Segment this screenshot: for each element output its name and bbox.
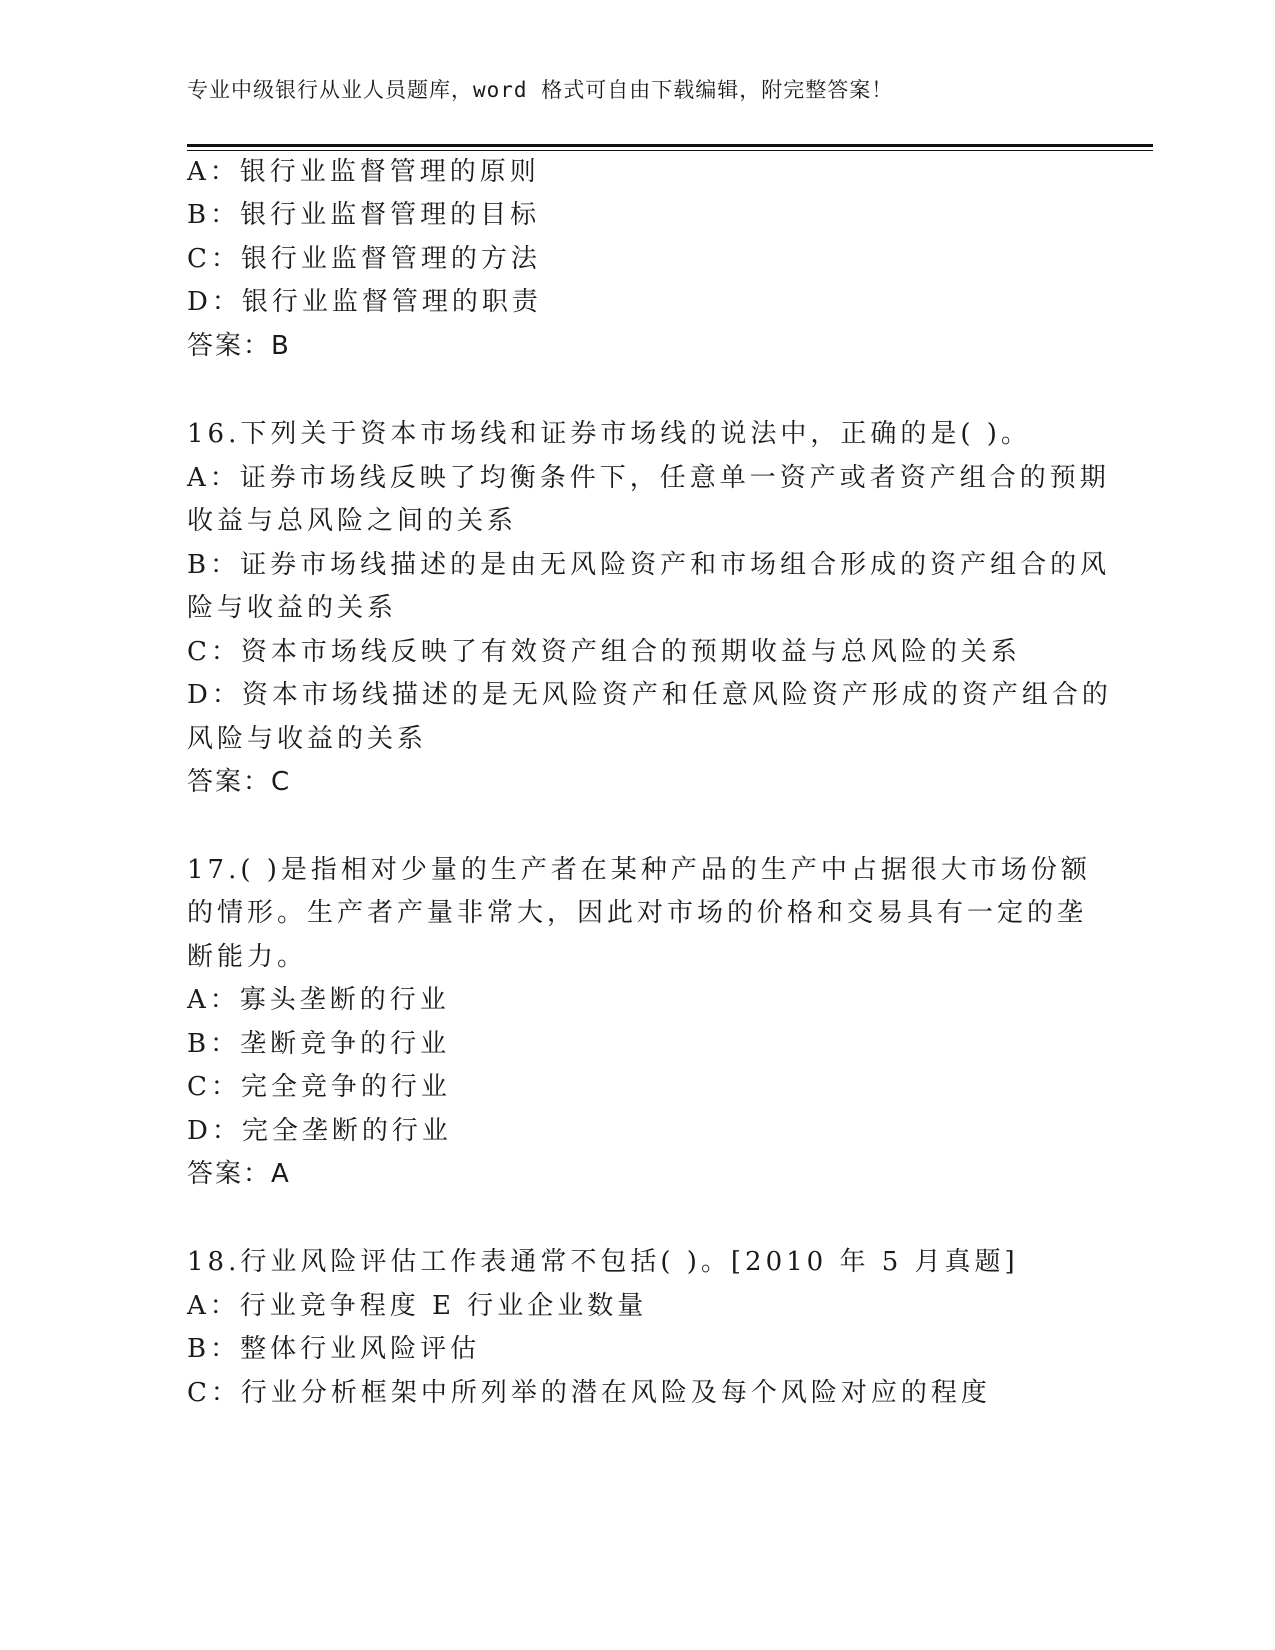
q15-option-b: B：银行业监督管理的目标 — [187, 200, 541, 230]
q17-option-c: C：完全竞争的行业 — [187, 1072, 451, 1102]
q16-option-d-line1: D：资本市场线描述的是无风险资产和任意风险资产形成的资产组合的 — [187, 680, 1112, 710]
q16-option-b-line1: B：证券市场线描述的是由无风险资产和市场组合形成的资产组合的风 — [187, 550, 1111, 580]
q17-answer: 答案：A — [187, 1159, 291, 1189]
header-rule-thick — [187, 144, 1153, 147]
q16-answer: 答案：C — [187, 767, 292, 797]
q15-answer: 答案：B — [187, 331, 291, 361]
q16-option-b-line2: 险与收益的关系 — [187, 593, 398, 623]
q16-option-a-line1: A：证券市场线反映了均衡条件下，任意单一资产或者资产组合的预期 — [187, 463, 1110, 493]
q18-option-b: B：整体行业风险评估 — [187, 1334, 481, 1364]
q16-option-a-line2: 收益与总风险之间的关系 — [187, 506, 518, 536]
q17-stem-line3: 断能力。 — [187, 942, 308, 972]
q18-option-c: C：行业分析框架中所列举的潜在风险及每个风险对应的程度 — [187, 1378, 991, 1408]
q16-option-c: C：资本市场线反映了有效资产组合的预期收益与总风险的关系 — [187, 637, 1021, 667]
header-rule-thin — [187, 150, 1153, 151]
q16-option-d-line2: 风险与收益的关系 — [187, 724, 428, 754]
q15-option-a: A：银行业监督管理的原则 — [187, 157, 540, 187]
q17-stem-line2: 的情形。生产者产量非常大，因此对市场的价格和交易具有一定的垄 — [187, 898, 1088, 928]
q17-option-d: D：完全垄断的行业 — [187, 1116, 452, 1146]
page-header: 专业中级银行从业人员题库，word 格式可自由下载编辑，附完整答案！ — [187, 78, 894, 102]
q15-option-c: C：银行业监督管理的方法 — [187, 244, 541, 274]
q16-stem: 16.下列关于资本市场线和证券市场线的说法中，正确的是( )。 — [187, 419, 1031, 449]
q17-option-b: B：垄断竞争的行业 — [187, 1029, 451, 1059]
q18-option-a: A：行业竞争程度 E 行业企业数量 — [187, 1291, 648, 1321]
q17-option-a: A：寡头垄断的行业 — [187, 985, 450, 1015]
q15-option-d: D：银行业监督管理的职责 — [187, 287, 542, 317]
q18-stem: 18.行业风险评估工作表通常不包括( )。[2010 年 5 月真题] — [187, 1247, 1019, 1277]
q17-stem-line1: 17.( )是指相对少量的生产者在某种产品的生产中占据很大市场份额 — [187, 855, 1091, 885]
